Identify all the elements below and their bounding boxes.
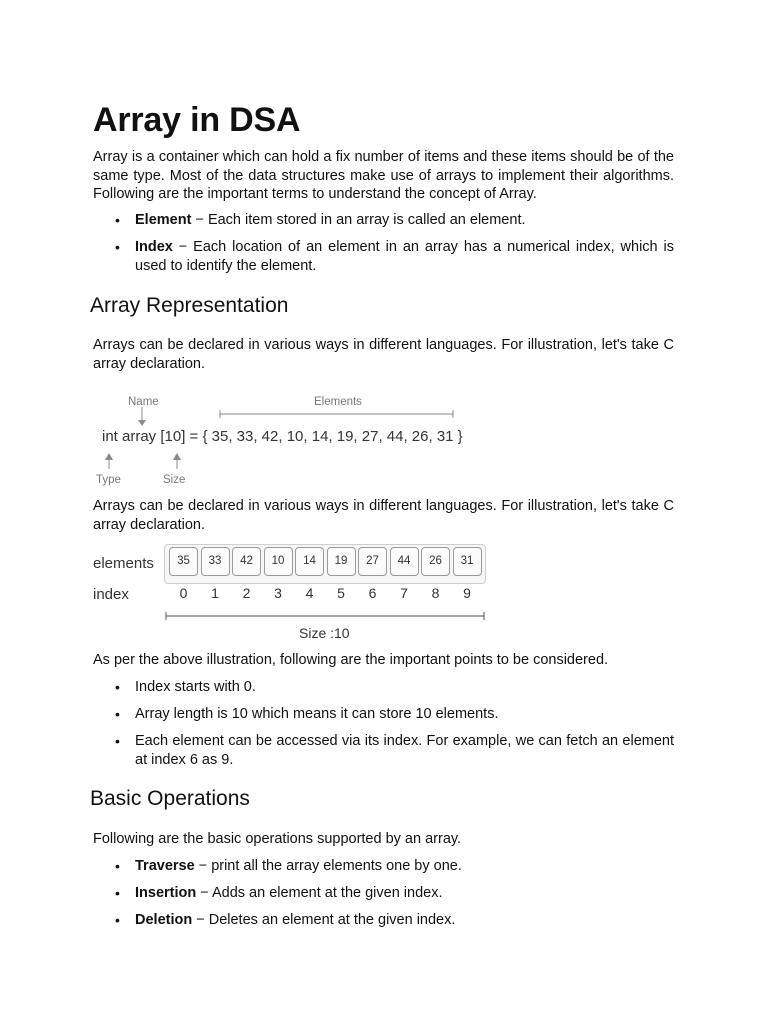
array-index-label: 1 (211, 585, 219, 601)
operation-label: Insertion (135, 885, 197, 902)
array-index-label: 5 (337, 585, 345, 601)
representation-paragraph-1: Arrays can be declared in various ways in different languages. For illustration, let's take C array declaration. (93, 337, 674, 372)
array-index-label: 2 (242, 585, 251, 601)
bullet-icon: • (115, 706, 120, 723)
operation-label: Deletion (135, 912, 193, 929)
bullet-icon: • (115, 239, 120, 256)
declaration-code: int array [10] = { 35, 33, 42, 10, 14, 19, 27, 44, 26, 31 } (102, 428, 463, 445)
array-index-label: 3 (274, 585, 282, 601)
term-description: − Each item stored in an array is called an element. (191, 212, 526, 228)
array-element-cell: 33 (201, 547, 230, 576)
points-intro: As per the above illustration, following are the important points to be considered. (93, 652, 609, 668)
term-label: Index (135, 239, 173, 256)
array-element-cell: 27 (358, 547, 387, 576)
size-caption: Size :10 (299, 625, 350, 641)
index-row-label: index (93, 586, 129, 603)
array-element-cell: 35 (169, 547, 198, 576)
bullet-icon: • (115, 912, 120, 929)
operation-description: − Adds an element at the given index. (196, 885, 443, 902)
array-element-cell: 44 (390, 547, 419, 576)
operation-description: − print all the array elements one by one. (194, 858, 462, 874)
point-text: Array length is 10 which means it can store 10 elements. (135, 706, 499, 723)
list-item (93, 238, 674, 275)
operations-intro: Following are the basic operations supported by an array. (93, 831, 462, 847)
array-index-label: 9 (463, 585, 471, 601)
array-declaration-figure (93, 393, 473, 493)
array-index-figure (93, 543, 493, 648)
size-label: Size (163, 474, 186, 486)
list-item (93, 732, 674, 769)
array-index-label: 4 (305, 585, 314, 601)
list-item (93, 857, 674, 876)
representation-paragraph-2: Arrays can be declared in various ways in different languages. For illustration, let's take C array declaration. (93, 498, 674, 533)
point-text: Each element can be accessed via its index. For example, we can fetch an element at index 6 as 9. (135, 733, 674, 768)
bullet-icon: • (115, 733, 120, 750)
array-element-cell: 42 (232, 547, 261, 576)
bullet-icon: • (115, 858, 120, 874)
operation-label: Traverse (135, 858, 195, 874)
list-item (93, 211, 674, 230)
section-heading-operations: Basic Operations (90, 787, 250, 810)
array-index-label: 0 (179, 585, 188, 601)
array-index-label: 8 (431, 585, 440, 601)
array-element-cell: 14 (295, 547, 324, 576)
array-element-cell: 31 (453, 547, 482, 576)
bullet-icon: • (115, 885, 120, 902)
term-description: − Each location of an element in an array has a numerical index, which is used to identify the element. (135, 239, 674, 274)
array-element-cell: 26 (421, 547, 450, 576)
bullet-icon: • (115, 679, 120, 695)
operations-list (93, 857, 674, 930)
terms-list (93, 211, 674, 275)
elements-row-label: elements (93, 555, 154, 572)
array-index-label: 7 (400, 585, 408, 601)
list-item (93, 678, 674, 697)
page-title: Array in DSA (93, 101, 301, 139)
section-heading-representation: Array Representation (90, 294, 289, 317)
elements-label: Elements (314, 396, 362, 408)
array-index-label: 6 (368, 585, 377, 601)
list-item (93, 911, 674, 930)
term-label: Element (135, 212, 192, 228)
type-label: Type (96, 474, 121, 486)
intro-paragraph: Array is a container which can hold a fix number of items and these items should be of the same type. Most of the data structures make use of arrays to implement their algorithms. Following are the important terms to understand the concept of Array. (93, 149, 674, 203)
list-item (93, 884, 674, 903)
name-label: Name (128, 396, 159, 408)
bullet-icon: • (115, 212, 120, 228)
point-text: Index starts with 0. (135, 679, 256, 695)
array-element-cell: 10 (264, 547, 293, 576)
array-element-cell: 19 (327, 547, 356, 576)
operation-description: − Deletes an element at the given index. (192, 912, 456, 929)
list-item (93, 705, 674, 724)
points-list (93, 678, 674, 770)
